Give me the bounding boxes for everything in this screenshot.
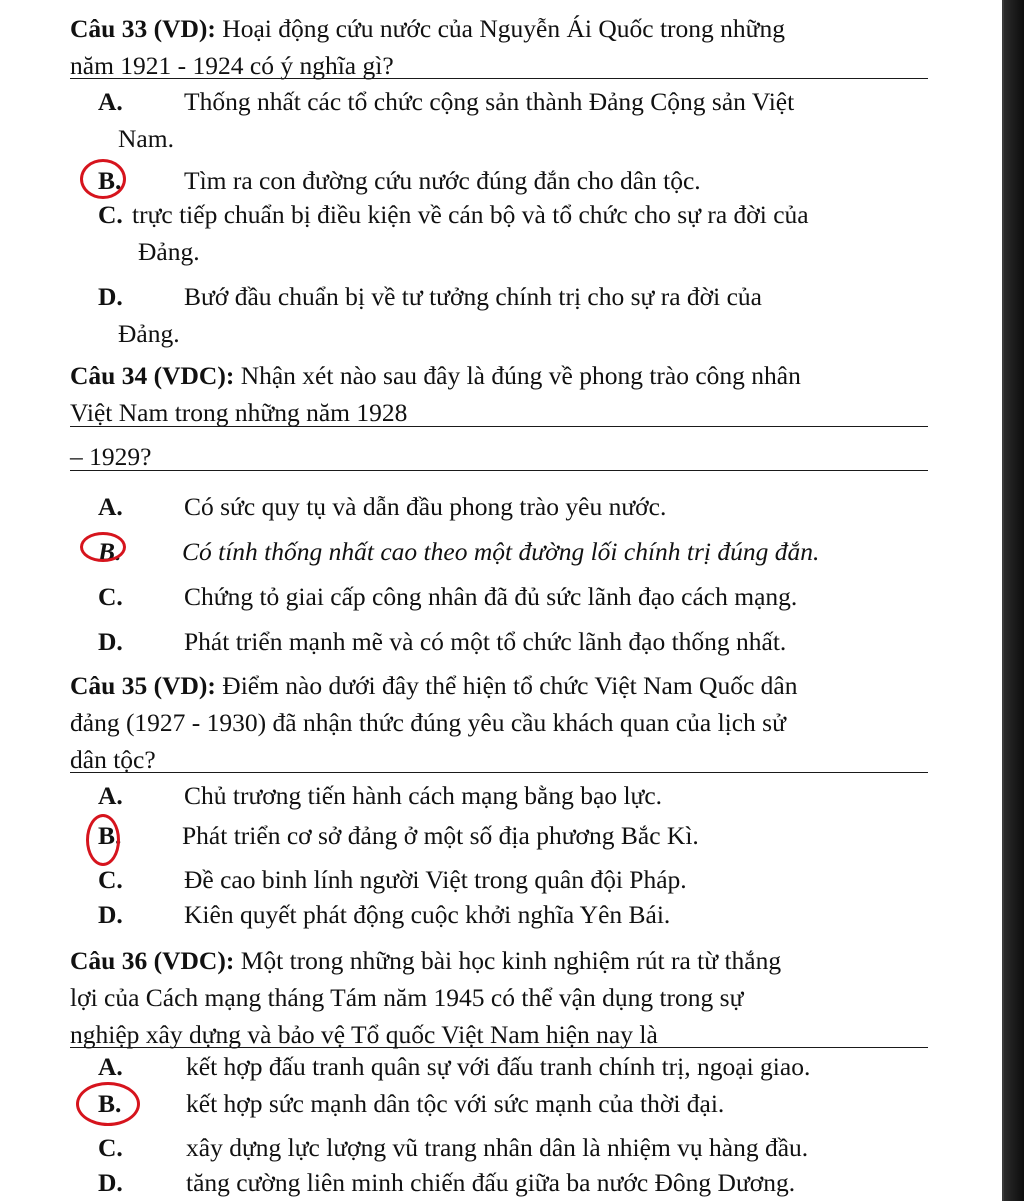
divider xyxy=(70,426,928,427)
question-34-line3: – 1929? xyxy=(70,442,152,471)
option-letter: C. xyxy=(98,582,123,611)
answer-circle-mark xyxy=(86,814,120,866)
option-letter: D. xyxy=(98,900,123,929)
option-letter: D. xyxy=(98,282,123,311)
option-text: Có sức quy tụ và dẫn đầu phong trào yêu nước. xyxy=(184,492,667,521)
question-33-label: Câu 33 (VD): xyxy=(70,14,216,43)
question-36-line3: nghiệp xây dựng và bảo vệ Tổ quốc Việt Nam hiện nay là xyxy=(70,1020,658,1049)
question-35-label: Câu 35 (VD): xyxy=(70,671,216,700)
question-34-label: Câu 34 (VDC): xyxy=(70,361,235,390)
option-letter: B. xyxy=(98,821,122,850)
question-36-label: Câu 36 (VDC): xyxy=(70,946,235,975)
question-33-line1: Hoại động cứu nước của Nguyễn Ái Quốc trong những xyxy=(215,14,785,43)
option-text: kết hợp đấu tranh quân sự với đấu tranh chính trị, ngoại giao. xyxy=(186,1052,811,1081)
option-letter: C. xyxy=(98,865,123,894)
divider xyxy=(70,772,928,773)
question-36-line2: lợi của Cách mạng tháng Tám năm 1945 có thể vận dụng trong sự xyxy=(70,983,744,1012)
option-text: Kiên quyết phát động cuộc khởi nghĩa Yên Bái. xyxy=(184,900,671,929)
option-text: Đề cao binh lính người Việt trong quân đội Pháp. xyxy=(184,865,687,894)
option-text-continued: Nam. xyxy=(118,124,174,153)
question-33-line2: năm 1921 - 1924 có ý nghĩa gì? xyxy=(70,51,394,80)
option-text: tăng cường liên minh chiến đấu giữa ba nước Đông Dương. xyxy=(186,1168,796,1197)
option-text: Bướ đầu chuẩn bị về tư tưởng chính trị cho sự ra đời của xyxy=(184,282,762,311)
option-letter: B. xyxy=(98,537,122,566)
option-text: trực tiếp chuẩn bị điều kiện về cán bộ và tổ chức cho sự ra đời của xyxy=(132,200,809,229)
question-33 xyxy=(70,10,930,84)
option-text: Chủ trương tiến hành cách mạng bằng bạo lực. xyxy=(184,781,663,810)
option-letter: C. xyxy=(98,1133,123,1162)
option-letter: B. xyxy=(98,166,122,195)
question-35-line1: Điểm nào dưới đây thể hiện tổ chức Việt Nam Quốc dân xyxy=(215,671,798,700)
photo-edge-shadow xyxy=(1004,0,1024,1201)
option-text-continued: Đảng. xyxy=(118,319,180,348)
question-36-line1: Một trong những bài học kinh nghiệm rút ra từ thắng xyxy=(234,946,782,975)
question-35 xyxy=(70,667,930,778)
option-text: Phát triển mạnh mẽ và có một tổ chức lãnh đạo thống nhất. xyxy=(184,627,787,656)
question-34 xyxy=(70,357,930,431)
option-letter: A. xyxy=(98,492,123,521)
option-text: Tìm ra con đường cứu nước đúng đắn cho dân tộc. xyxy=(184,166,701,195)
option-letter: D. xyxy=(98,627,123,656)
option-letter: D. xyxy=(98,1168,123,1197)
divider xyxy=(70,470,928,471)
divider xyxy=(70,78,928,79)
question-34-line1: Nhận xét nào sau đây là đúng về phong trào công nhân xyxy=(234,361,801,390)
option-text: kết hợp sức mạnh dân tộc với sức mạnh của thời đại. xyxy=(186,1089,725,1118)
option-letter: C. xyxy=(98,200,123,229)
option-text: Có tính thống nhất cao theo một đường lối chính trị đúng đắn. xyxy=(182,537,820,566)
answer-circle-mark xyxy=(80,159,126,199)
option-text: Phát triển cơ sở đảng ở một số địa phương Bắc Kì. xyxy=(182,821,699,850)
option-letter: A. xyxy=(98,87,123,116)
question-35-line3: dân tộc? xyxy=(70,745,156,774)
question-36 xyxy=(70,942,930,1053)
answer-circle-mark xyxy=(80,532,126,562)
question-35-line2: đảng (1927 - 1930) đã nhận thức đúng yêu cầu khách quan của lịch sử xyxy=(70,708,786,737)
question-34-line2: Việt Nam trong những năm 1928 xyxy=(70,398,408,427)
option-letter: A. xyxy=(98,781,123,810)
option-letter: A. xyxy=(98,1052,123,1081)
answer-circle-mark xyxy=(76,1082,140,1126)
option-text-continued: Đảng. xyxy=(138,237,200,266)
option-text: xây dựng lực lượng vũ trang nhân dân là nhiệm vụ hàng đầu. xyxy=(186,1133,809,1162)
option-text: Chứng tỏ giai cấp công nhân đã đủ sức lãnh đạo cách mạng. xyxy=(184,582,798,611)
option-letter: B. xyxy=(98,1089,122,1118)
option-text: Thống nhất các tổ chức cộng sản thành Đảng Cộng sản Việt xyxy=(184,87,795,116)
